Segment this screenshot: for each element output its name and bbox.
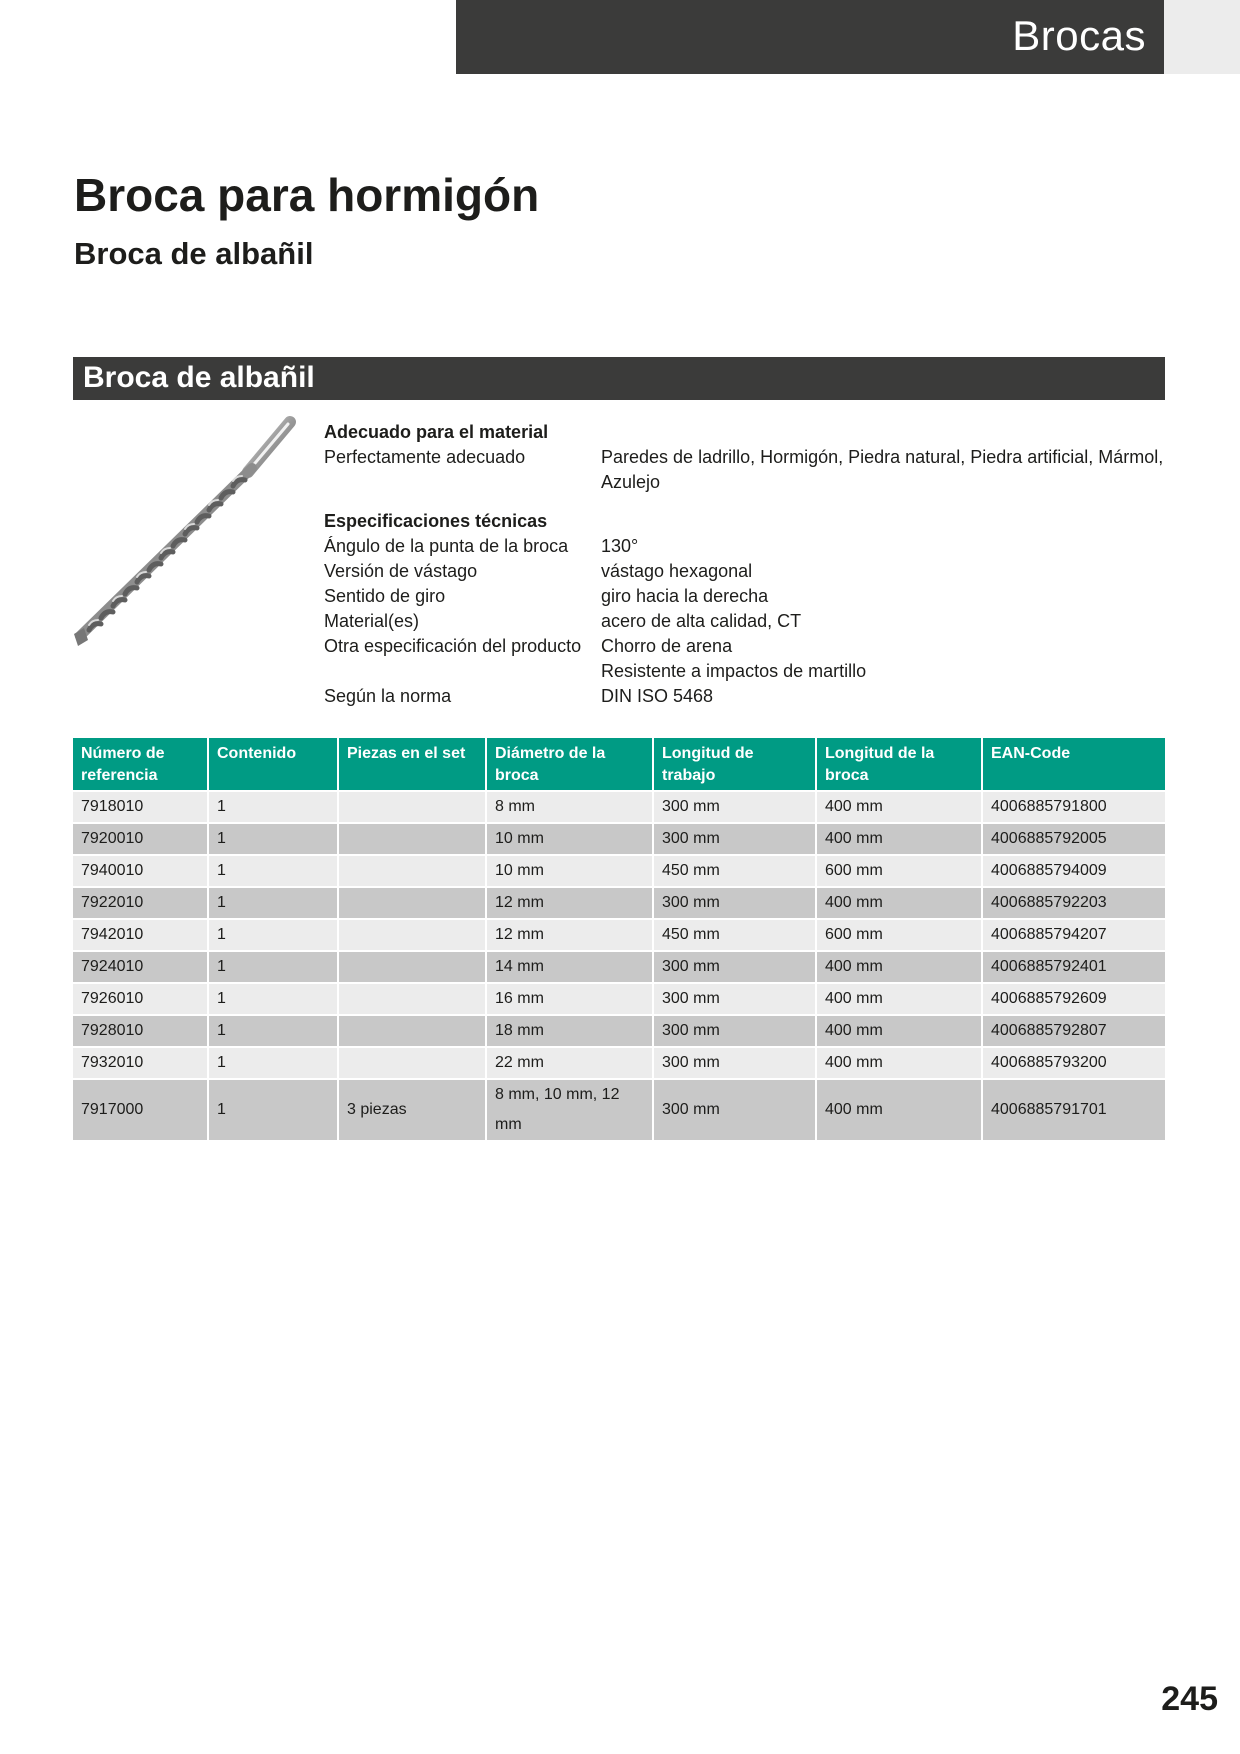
table-cell: 4006885792609 bbox=[982, 983, 1165, 1015]
table-cell: 10 mm bbox=[486, 855, 653, 887]
header-tab bbox=[1164, 0, 1240, 74]
table-row bbox=[73, 1015, 1165, 1047]
spec-value bbox=[601, 445, 1164, 495]
table-cell: 1 bbox=[208, 983, 338, 1015]
table-cell: 300 mm bbox=[653, 1015, 816, 1047]
table-cell: 300 mm bbox=[653, 791, 816, 823]
table-cell: 4006885794009 bbox=[982, 855, 1165, 887]
table-cell: 600 mm bbox=[816, 855, 982, 887]
table-cell: 1 bbox=[208, 791, 338, 823]
section-title: Brocas bbox=[1012, 12, 1146, 59]
table-cell: 7918010 bbox=[73, 791, 208, 823]
column-header: Longitud de trabajo bbox=[653, 738, 816, 791]
table-cell: 8 mm, 10 mm, 12 mm bbox=[486, 1079, 653, 1140]
table-cell: 1 bbox=[208, 855, 338, 887]
spec-row bbox=[324, 584, 1164, 609]
spec-value-line: Chorro de arena bbox=[601, 636, 733, 656]
table-cell: 7932010 bbox=[73, 1047, 208, 1079]
table-cell: 400 mm bbox=[816, 1015, 982, 1047]
table-cell: 14 mm bbox=[486, 951, 653, 983]
table-row bbox=[73, 1079, 1165, 1140]
table-row bbox=[73, 919, 1165, 951]
column-header: Longitud de la broca bbox=[816, 738, 982, 791]
table-cell: 1 bbox=[208, 1047, 338, 1079]
material-heading: Adecuado para el material bbox=[324, 422, 549, 442]
table-row bbox=[73, 855, 1165, 887]
spec-label: Según la norma bbox=[324, 686, 452, 706]
spec-row bbox=[324, 445, 1164, 495]
table-cell bbox=[338, 951, 486, 983]
table-row bbox=[73, 951, 1165, 983]
table-cell: 400 mm bbox=[816, 951, 982, 983]
spec-row bbox=[324, 559, 1164, 584]
table-cell: 4006885792203 bbox=[982, 887, 1165, 919]
table-cell: 1 bbox=[208, 1015, 338, 1047]
spec-label: Material(es) bbox=[324, 611, 420, 631]
masonry-drill-bit-icon bbox=[70, 414, 306, 654]
table-cell bbox=[338, 887, 486, 919]
table-cell: 18 mm bbox=[486, 1015, 653, 1047]
table-cell: 300 mm bbox=[653, 951, 816, 983]
table-cell bbox=[338, 791, 486, 823]
column-header: EAN-Code bbox=[982, 738, 1165, 791]
spec-row bbox=[324, 534, 1164, 559]
table-cell: 4006885792005 bbox=[982, 823, 1165, 855]
spec-value-line: Resistente a impactos de martillo bbox=[601, 661, 867, 681]
section-bar-title: Broca de albañil bbox=[83, 361, 315, 394]
table-cell: 400 mm bbox=[816, 983, 982, 1015]
spec-label: Perfectamente adecuado bbox=[324, 447, 526, 467]
header-band bbox=[456, 0, 1164, 74]
table-cell: 4006885792807 bbox=[982, 1015, 1165, 1047]
table-cell: 400 mm bbox=[816, 1047, 982, 1079]
column-header: Diámetro de la broca bbox=[486, 738, 653, 791]
spec-label: Versión de vástago bbox=[324, 561, 478, 581]
table-cell: 7926010 bbox=[73, 983, 208, 1015]
spec-row bbox=[324, 634, 1164, 684]
tech-heading: Especificaciones técnicas bbox=[324, 511, 548, 531]
table-cell bbox=[338, 919, 486, 951]
table-cell: 12 mm bbox=[486, 887, 653, 919]
table-row bbox=[73, 823, 1165, 855]
table-cell: 300 mm bbox=[653, 1047, 816, 1079]
table-cell: 1 bbox=[208, 887, 338, 919]
table-cell bbox=[338, 1015, 486, 1047]
table-cell: 400 mm bbox=[816, 823, 982, 855]
section-bar bbox=[73, 357, 1165, 400]
table-cell bbox=[338, 823, 486, 855]
column-header: Piezas en el set bbox=[338, 738, 486, 791]
table-cell: 7940010 bbox=[73, 855, 208, 887]
spec-row bbox=[324, 684, 1164, 709]
table-cell: 22 mm bbox=[486, 1047, 653, 1079]
spec-value: vástago hexagonal bbox=[601, 561, 753, 581]
page-subtitle: Broca de albañil bbox=[74, 236, 314, 271]
spec-value bbox=[601, 634, 1164, 684]
table-cell: 300 mm bbox=[653, 1079, 816, 1140]
table-cell: 8 mm bbox=[486, 791, 653, 823]
table-cell: 400 mm bbox=[816, 887, 982, 919]
spec-label: Otra especificación del producto bbox=[324, 636, 582, 656]
table-cell: 300 mm bbox=[653, 983, 816, 1015]
page-title: Broca para hormigón bbox=[74, 169, 540, 221]
table-cell: 1 bbox=[208, 823, 338, 855]
table-cell: 1 bbox=[208, 1079, 338, 1140]
spec-value: acero de alta calidad, CT bbox=[601, 611, 802, 631]
table-cell: 7922010 bbox=[73, 887, 208, 919]
table-cell: 7917000 bbox=[73, 1079, 208, 1140]
spec-label: Ángulo de la punta de la broca bbox=[324, 536, 569, 556]
table-row bbox=[73, 983, 1165, 1015]
specifications bbox=[324, 420, 1164, 709]
table-cell: 4006885792401 bbox=[982, 951, 1165, 983]
table-cell bbox=[338, 855, 486, 887]
table-cell: 450 mm bbox=[653, 855, 816, 887]
table-cell: 12 mm bbox=[486, 919, 653, 951]
table-cell: 7924010 bbox=[73, 951, 208, 983]
table-header-row bbox=[73, 738, 1165, 791]
table-cell: 300 mm bbox=[653, 887, 816, 919]
table-cell: 400 mm bbox=[816, 791, 982, 823]
table-row bbox=[73, 887, 1165, 919]
spec-value-line: Azulejo bbox=[601, 472, 661, 492]
table-cell: 3 piezas bbox=[338, 1079, 486, 1140]
table-cell: 450 mm bbox=[653, 919, 816, 951]
column-header: Contenido bbox=[208, 738, 338, 791]
table-cell bbox=[338, 983, 486, 1015]
spec-value: 130° bbox=[601, 536, 639, 556]
table-cell: 4006885793200 bbox=[982, 1047, 1165, 1079]
spec-label: Sentido de giro bbox=[324, 586, 446, 606]
table-cell: 600 mm bbox=[816, 919, 982, 951]
table-cell: 7920010 bbox=[73, 823, 208, 855]
reference-table bbox=[73, 738, 1165, 1140]
table-cell: 4006885794207 bbox=[982, 919, 1165, 951]
spec-value-line: Paredes de ladrillo, Hormigón, Piedra natural, Piedra artificial, Mármol, bbox=[601, 447, 1164, 467]
spec-value: giro hacia la derecha bbox=[601, 586, 769, 606]
table-cell: 1 bbox=[208, 919, 338, 951]
table-cell: 300 mm bbox=[653, 823, 816, 855]
table-cell: 16 mm bbox=[486, 983, 653, 1015]
table-cell: 4006885791800 bbox=[982, 791, 1165, 823]
table-cell: 7942010 bbox=[73, 919, 208, 951]
spec-row bbox=[324, 609, 1164, 634]
table-cell: 4006885791701 bbox=[982, 1079, 1165, 1140]
table-row bbox=[73, 1047, 1165, 1079]
table-cell bbox=[338, 1047, 486, 1079]
table-cell: 10 mm bbox=[486, 823, 653, 855]
table-row bbox=[73, 791, 1165, 823]
spec-value: DIN ISO 5468 bbox=[601, 686, 714, 706]
table-cell: 1 bbox=[208, 951, 338, 983]
table-cell: 400 mm bbox=[816, 1079, 982, 1140]
page-number: 245 bbox=[1161, 1680, 1218, 1718]
table-cell: 7928010 bbox=[73, 1015, 208, 1047]
column-header: Número de referencia bbox=[73, 738, 208, 791]
